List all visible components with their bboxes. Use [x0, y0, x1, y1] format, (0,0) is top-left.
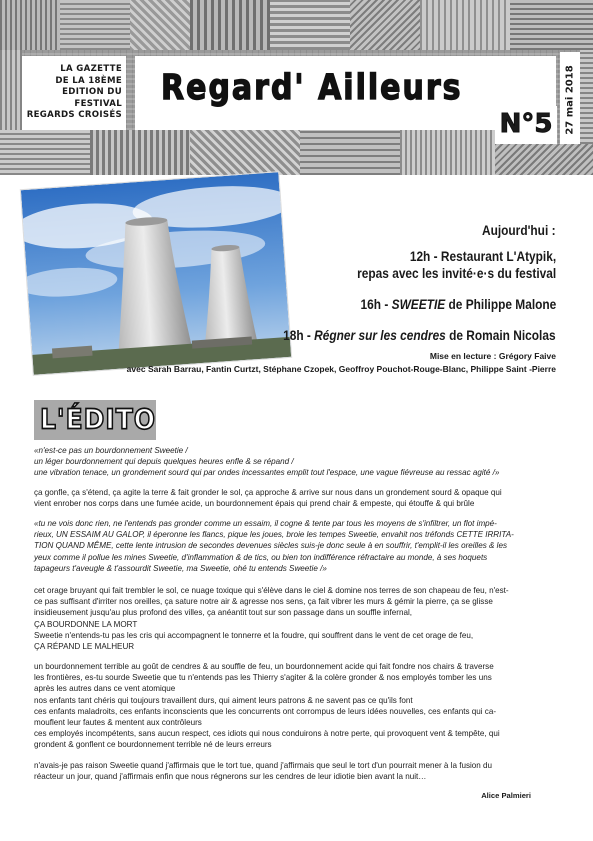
text-line: vient enrober nos corps dans une fumée acide, un bourdonnement épais qui prend chair & empeste, qui étouffe & qui brûle — [34, 499, 475, 509]
date-box — [560, 52, 580, 144]
text-line: yeux comme il pollue les mines Sweetie, d'inflammation & de tics, ou bien ton indifférence réfractaire au monde, à ses hoquets — [34, 552, 488, 562]
text-line: les frontières, es-tu sourde Sweetie que tu n'entends pas les Thierry s'agiter & la colère gronder & nos employés tomber les uns — [34, 673, 492, 683]
text-line: TION QUAND MÊME, cette lente intrusion de secondes devenues siècles suis-je donc seule à en souffrir, t'emplit-il les oreilles & les — [34, 541, 507, 551]
text-line: ÇA BOURDONNE LA MORT — [34, 619, 138, 629]
reading-credit: Mise en lecture : Grégory Faive — [429, 351, 556, 361]
texture-tile — [0, 50, 22, 130]
event1-line1: 12h - Restaurant L'Atypik, — [409, 248, 556, 264]
masthead-background — [0, 0, 593, 175]
texture-tile — [580, 50, 593, 144]
masthead-title-box — [135, 56, 556, 130]
text-line: n'avais-je pas raison Sweetie quand j'affirmais que le tort tue, quand j'affirmais que seul le tort d'un pourrait mener à la fusion du — [34, 761, 493, 770]
event1-line2: repas avec les invité·e·s du festival — [356, 265, 556, 281]
edito-label: L'ÉDITO — [40, 403, 157, 435]
event2-time: 16h - — [360, 296, 392, 312]
edito-paragraph-2 — [34, 487, 502, 509]
event3 — [283, 327, 556, 343]
text-line: tapageurs t'aveugle & t'assourdit Sweetie, ma Sweetie, ohé tu entends Sweetie /» — [34, 563, 327, 573]
texture-tile — [400, 130, 495, 175]
text-line: «n'est-ce pas un bourdonnement Sweetie / — [34, 446, 188, 455]
subtitle-line: LA GAZETTE — [60, 64, 122, 74]
texture-tile — [0, 130, 90, 175]
cooling-towers-photo — [21, 172, 291, 375]
text-line: après les autres dans ce vent atomique — [34, 684, 176, 694]
event2 — [360, 296, 556, 312]
text-line: réacteur un jour, quand j'affirmais enfin que nous régnerons sur les cendres de leur idiotie bien avant la nuit… — [34, 772, 427, 782]
text-line: un léger bourdonnement qui depuis quelques heures enfle & se répand / — [34, 457, 294, 467]
texture-tile — [350, 0, 420, 50]
texture-tile — [270, 0, 350, 50]
edito-paragraph-6 — [34, 760, 492, 782]
edito-paragraph-1 — [34, 445, 499, 479]
texture-tile — [60, 0, 130, 50]
issue-number: N°5 — [495, 106, 557, 144]
text-line: mouflent leur fautes & mentent aux contrôleurs — [34, 718, 202, 728]
text-line: ça gonfle, ça s'étend, ça agite la terre & fait gronder le sol, ça approche & arrive sur nous dans un grondement sourd & opaque qui — [34, 488, 502, 497]
event2-author: de Philippe Malone — [444, 296, 556, 312]
texture-tile — [0, 0, 60, 50]
texture-tile — [130, 0, 190, 50]
subtitle-line: EDITION DU FESTIVAL — [62, 87, 122, 109]
texture-tile — [300, 130, 400, 175]
edito-paragraph-4 — [34, 585, 509, 652]
text-line: nos enfants tant chéris qui toujours travaillent durs, qui aiment leurs patrons & ne savent pas ce qu'ils font — [34, 695, 413, 705]
issue-date: 27 mai 2018 — [564, 65, 576, 135]
masthead-title: Regard' Ailleurs — [161, 68, 463, 109]
schedule-heading: Aujourd'hui : — [482, 222, 556, 238]
event3-author: de Romain Nicolas — [446, 327, 556, 343]
author-signature: Alice Palmieri — [481, 791, 531, 800]
text-line: grondent & gonflent ce bourdonnement terrible né de leurs erreurs — [34, 740, 272, 750]
texture-tile — [510, 0, 593, 50]
cast-list: avec Sarah Barrau, Fantin Curtzt, Stéphane Czopek, Geoffroy Pouchot-Rouge-Blanc, Philippe Saint -Pierre — [126, 364, 556, 374]
edito-paragraph-5 — [34, 661, 500, 751]
texture-tile — [420, 0, 510, 50]
text-line: ces employés incompétents, sans aucun respect, ces idiots qui nous conduirons à notre perte, qui provoquent vent & tempête, qui — [34, 729, 500, 739]
text-line: ÇA RÉPAND LE MALHEUR — [34, 642, 135, 652]
subtitle-line: DE LA 18ÈME — [55, 75, 122, 86]
text-line: Sweetie n'entends-tu pas les cris qui accompagnent le tonnerre et la foudre, qui souffrent dans le vent de cet orage de feu, — [34, 630, 474, 640]
event2-title: SWEETIE — [391, 296, 445, 312]
event3-title: Régner sur les cendres — [314, 327, 447, 343]
masthead-subtitle — [22, 56, 126, 130]
text-line: cet orage bruyant qui fait trembler le sol, ce nuage toxique qui s'élève dans le ciel & domine nos terres de son chapeau de feu, n'est- — [34, 586, 509, 595]
text-line: insidieusement jusqu'au plus profond des villes, ça anéantit tout sur son passage dans un souffle infernal, — [34, 608, 412, 618]
text-line: «tu ne vois donc rien, ne l'entends pas gronder comme un essaim, il cogne & tente par tous les moyens de s'infiltrer, un flot impé- — [34, 519, 497, 528]
text-line: une vibration tenace, un grondement sourd qui par ondes incessantes emplit tout l'espace, une vague fiévreuse au ressac agité /» — [34, 468, 500, 478]
subtitle-line: REGARDS CROISÉS — [26, 110, 122, 120]
texture-tile — [495, 144, 593, 175]
text-line: ce pas suffisant d'irriter nos oreilles, ça sature notre air & agresse nos sens, ça fait vibrer les murs & gémir la pierre, ça se glisse — [34, 597, 493, 607]
edito-paragraph-3 — [34, 518, 514, 574]
texture-tile — [190, 130, 300, 175]
text-line: rieux, UN ESSAIM AU GALOP, il éperonne les flancs, pique les joues, broie les tempes Sweetie, envahit nos tréfonds CETTE IRRITA- — [34, 530, 514, 540]
texture-tile — [190, 0, 270, 50]
event3-time: 18h - — [283, 327, 315, 343]
text-line: ces enfants maladroits, ces enfants inconscients que les concurrents ont corrompus de leurs idées nouvelles, ces enfants qui ca- — [34, 706, 497, 716]
text-line: un bourdonnement terrible au goût de cendres & au souffle de feu, un bourdonnement acide qui fait fondre nos chairs & traverse — [34, 662, 494, 671]
cooling-towers-image — [21, 172, 291, 375]
texture-tile — [90, 130, 190, 175]
edito-label-box — [34, 400, 156, 440]
